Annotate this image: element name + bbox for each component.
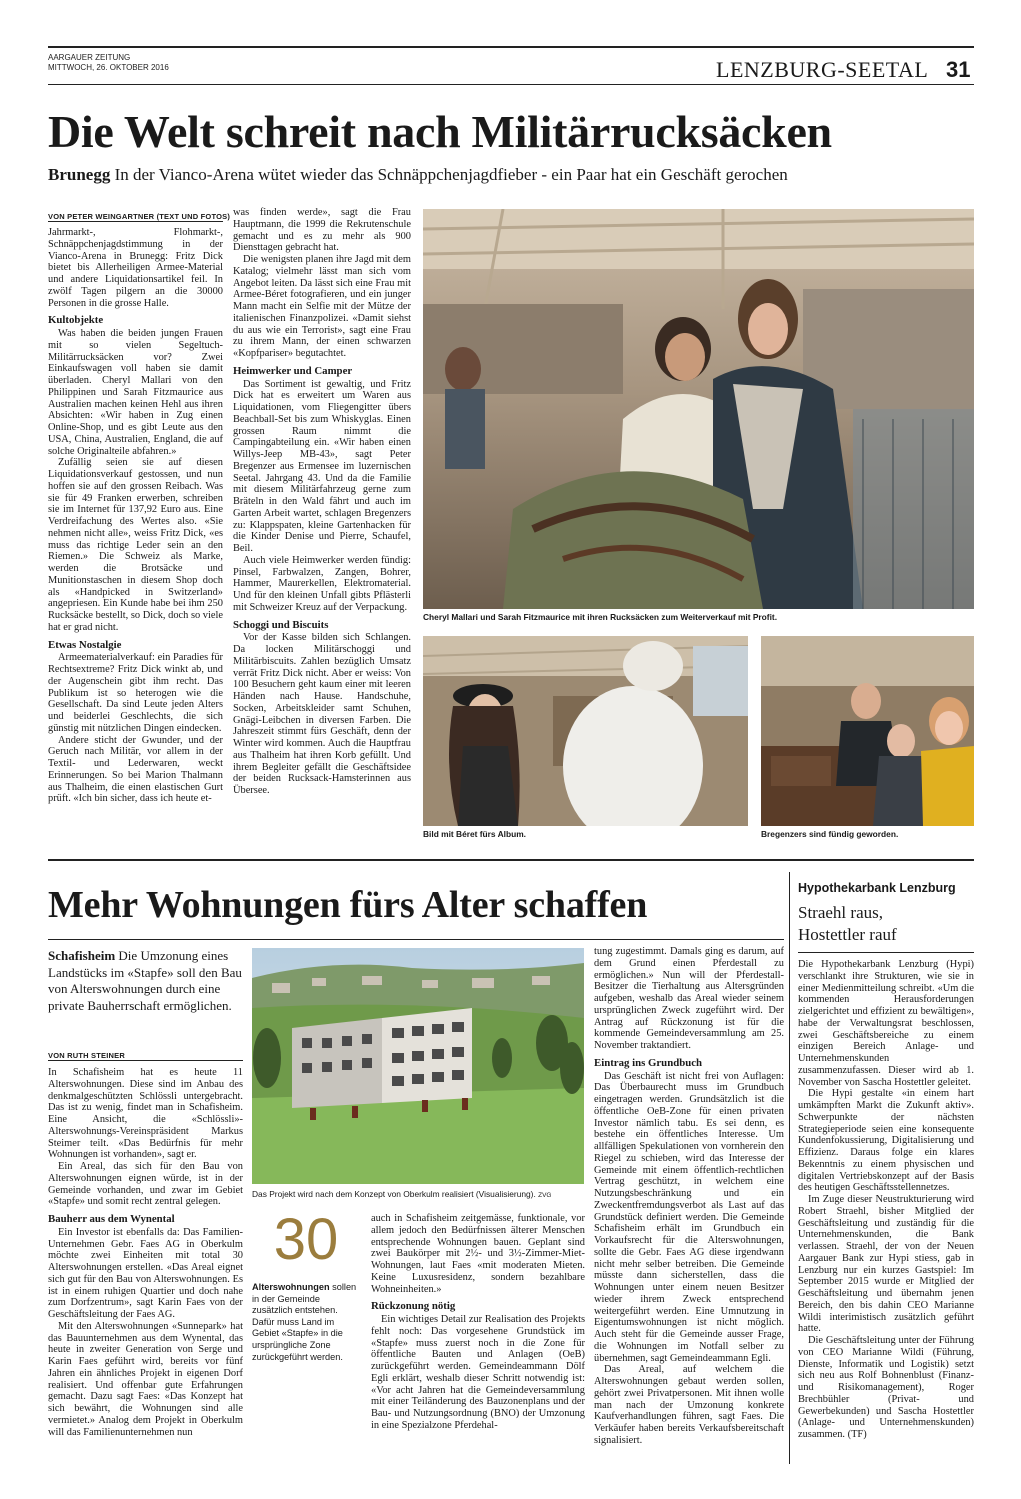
article1-paragraph: Das Sortiment ist gewaltig, und Fritz Dick hat es erweitert um Waren aus Liquidationen, vom Fliegengitter übers Beachball-Set bis zum Whiskyglas. Einen grossen Raum nimmt die Campingabteilung ein. «Wir haben einen Willys-Jeep MB-43», sagt Peter Bregenzer aus Ermensee im luzernischen Seetal. Jahrgang 43. Und da die Familie mit diesem Militärfahrzeug gerne zum Bräteln in den Wald fährt und auch im Garten Arbeit wartet, schlagen Bregenzers zu: Klappspaten, kleine Gartenhacken für die Kinder Denise und Pierre, Schaufel, Beil.: [233, 378, 411, 554]
byline-article1: VON PETER WEINGARTNER (TEXT UND FOTOS): [48, 212, 231, 221]
article2-paragraph: Ein Investor ist ebenfalls da: Das Familien-Unternehmen Gebr. Faes AG in Oberkulm möchte zwei Einheiten mit total 30 Alterswohnungen erstellen. «Das Areal eignet sich gut für den Bau von Alterswohnungen. Es ist in einem ruhigen Quartier und doch nahe zum Dorfzentrum», sagt Karin Faes von der Geschäftsleitung der Faes AG.: [48, 1226, 243, 1320]
article1-paragraph: Armeematerialverkauf: ein Paradies für Rechtsextreme? Fritz Dick winkt ab, und der Augenschein gibt ihm recht. Das Publikum ist so heterogen wie die Gesellschaft. Da sind Leute jeden Alters und beiderlei Geschlechts, die sich günstig mit nützlichen Dingen eindecken.: [48, 652, 223, 734]
dek2-place: Schafisheim: [48, 948, 116, 963]
factbox-text: [252, 1282, 360, 1363]
photo-family-graphic: [761, 636, 974, 826]
article1-subhead: Schoggi und Biscuits: [233, 618, 329, 631]
sidebar-headline-line2: Hostettler rauf: [798, 925, 897, 944]
photo-women-graphic: [423, 209, 974, 609]
byline2-rule: [48, 1060, 243, 1061]
article1-paragraph: Andere sticht der Gwunder, und der Geruch nach Militär, vor allem in der Textil- und Lederwaren, weckt Erinnerungen. So bei Marion Thalmann aus Thalheim, die einen elastischen Gurt prüft. «Ich bin sicher, dass ich heute et-: [48, 734, 223, 805]
article-separator: [48, 859, 974, 861]
article2-column-3: [594, 946, 784, 1464]
factbox-number: 30: [273, 1207, 339, 1272]
article2-paragraph: In Schafisheim hat es heute 11 Alterswohnungen. Diese sind im Anbau des denkmalgeschützten Schlössli untergebracht. Das ist zu wenig, findet man in Schafisheim. Eine Ansicht, die «Schlössli»-Alterswohnungs-Vereinspräsident Markus Steimer teilt. «Das Bedürfnis für mehr Wohnungen ist vorhanden», sagt er.: [48, 1067, 243, 1161]
photo-visualisation: [252, 948, 584, 1184]
caption-visualisation: [252, 1189, 552, 1199]
dek2-text: Die Umzonung eines Landstücks im «Stapfe» soll den Bau von Alterswohnungen durch eine private Bauherrschaft ermöglichen.: [48, 948, 242, 1013]
sidebar-headline-line1: Straehl raus,: [798, 903, 883, 922]
section-title: LENZBURG-SEETAL: [716, 57, 929, 82]
sidebar-headline: [798, 902, 897, 946]
sidebar-kicker: Hypothekarbank Lenzburg: [798, 881, 956, 895]
article1-paragraph: Zufällig seien sie auf diesen Liquidationsverkauf gestossen, und nun hoffen sie auf den grossen Reibach. Was sie für 49 Franken erwerben, schreiben sie im Internet für 137,92 Euro aus. Eine Verdreifachung des Wertes also. «Sie nehmen nicht alle», weiss Fritz Dick, «es muss das richtige Leder sein an den Riemen.» Die Schweiz als Marke, werden die Brotsäcke und Munitionstaschen in diesem Shop doch als «Handpicked in Switzerland» angepriesen. Ein Kunde habe bei ihm 250 Rucksäcke bestellt, so Dick, doch so viele hat er grad nicht.: [48, 457, 223, 633]
top-rule: [48, 46, 974, 48]
sidebar-rule: [798, 952, 974, 953]
dek-article1: [48, 164, 978, 186]
article2-paragraph: Das Geschäft ist nicht frei von Auflagen: Das Überbaurecht muss im Grundbuch eingetragen werden. Grundsätzlich ist die öffentliche OeB-Zone für einen privaten Investor nämlich tabu. Es sei denn, es bestehe ein öffentliches Interesse. Um allfälligen Spekulationen von vornherein den Riegel zu schieben, wird das Interesse der Gemeinde mit einem öffentlich-rechtlichen Vertrag geschützt, in welchem eine Nutzungsbeschränkung und ein Zweckentfremdungsverbot als Last auf das Grundstück definiert werden. Die Gemeinde Schafisheim erhält im Grundbuch ein Vorkaufsrecht für die Alterswohnungen, sollte die Gebr. Faes AG diese irgendwann nicht mehr selber betreiben. Die Gemeinde müsste dann sicherstellen, dass die Wohnungen unter einem neuen Besitzer wieder ihrem Zweck entsprechend weitergeführt werden. Eine Umnutzung in Eigentumswohnungen ist nicht möglich. Auch steht für die Gemeinde ausser Frage, die Wohnungen im Notfall selber zu übernehmen, sagt Gemeindeammann Egli.: [594, 1070, 784, 1364]
article1-subhead: Etwas Nostalgie: [48, 638, 122, 651]
caption-visualisation-text: Das Projekt wird nach dem Konzept von Oberkulm realisiert (Visualisierung).: [252, 1189, 536, 1199]
article1-paragraph: Was haben die beiden jungen Frauen mit so vielen Segeltuch-Militärrucksäcken vor? Zwei Einkaufswagen voll haben sie damit überladen. Cheryl Mallari von den Philippinen und Sarah Fitzmaurice aus Australien machen keinen Hehl aus ihren Absichten: «Wir haben in Zug einen Online-Shop, und es gibt Leute aus den USA, China, Australien, England, die auf solche Originalteile abfahren.»: [48, 328, 223, 457]
photo-beret-album: [423, 636, 748, 826]
caption-main-photo: Cheryl Mallari und Sarah Fitzmaurice mit ihren Rucksäcken zum Weiterverkauf mit Profit.: [423, 612, 778, 622]
article1-subhead: Heimwerker und Camper: [233, 364, 353, 377]
article1-column-1: [48, 227, 223, 845]
caption-credit: ZVG: [538, 1192, 552, 1199]
dek-article2: [48, 948, 243, 1014]
article2-column-2: [371, 1213, 585, 1464]
page-number: 31: [946, 57, 971, 82]
article2-paragraph: tung zugestimmt. Damals ging es darum, auf dem Grund einen Pferdestall zu ermöglichen.» Nun will der Pferdestall-Besitzer die Tierhaltung aus Altersgründen aufgeben, weshalb das Areal wieder seinem ursprünglichen Zweck zugeführt wird. Der Antrag auf Rückzonung ist für die kommende Gemeindeversammlung am 25. November traktandiert.: [594, 946, 784, 1051]
photo-bregenzer-family: [761, 636, 974, 826]
photo-women-with-backpacks: [423, 209, 974, 609]
headline2-rule: [48, 939, 784, 940]
dek-text: In der Vianco-Arena wütet wieder das Schnäppchenjagdfieber - ein Paar hat ein Geschäft gerochen: [114, 165, 788, 184]
article1-paragraph: Vor der Kasse bilden sich Schlangen. Da locken Militärschoggi und Militärbiscuits. Zahlen bezüglich Umsatz verrät Fritz Dick nicht. Aber er weiss: Von 100 Besuchern geht kaum einer mit leeren Händen nach Hause. Handschuhe, Socken, Arbeitskleider samt Schuhen, Gnägi-Leibchen in diversen Farben. Die Jahreszeit stimmt fürs Geschäft, denn der Winter wird kommen. Auch die Hauptfrau aus Thalheim hat ihren Korb gefüllt. Und ihrem Begleiter gefällt die Geschäftsidee der beiden Rucksack-Hamsterinnen aus Übersee.: [233, 632, 411, 796]
headline-article2: Mehr Wohnungen fürs Alter schaffen: [48, 884, 648, 926]
paper-name: AARGAUER ZEITUNG: [48, 53, 131, 62]
byline-article2: VON RUTH STEINER: [48, 1051, 125, 1060]
article1-paragraph: Jahrmarkt-, Flohmarkt-, Schnäppchenjagdstimmung in der Vianco-Arena in Brunegg: Fritz Dick bietet bis Allerheiligen Armee-Material und andere Liquidationsartikel feil. In zwölf Tagen pilgern an die 30000 Personen in die grosse Halle.: [48, 227, 223, 309]
article2-paragraph: Mit den Alterswohnungen «Sunnepark» hat das Bauunternehmen aus dem Wynental, das heute in zweiter Generation von Serge und Karin Faes geführt wird, bereits vor fünf Jahren ein ähnliches Projekt in eigenen Dorf realisiert. Und offenbar gute Erfahrungen gemacht. Dazu sagt Faes: «Das Konzept hat sich bewährt, die Wohnungen sind alle vermietet.» Analog dem Projekt in Oberkulm will das Familienunternehmen nun: [48, 1320, 243, 1438]
article3-paragraph: Die Hypothekarbank Lenzburg (Hypi) verschlankt ihre Strukturen, wie sie in einer Medienmitteilung schreibt. «Um die kommenden Herausforderungen zielgerichtet und effizient zu bewältigen», habe der Verwaltungsrat beschlossen, zwei Geschäftsbereiche zu einem einzigen Bereich Anlage- und Unternehmenskunden zusammenzufassen. Dieser wird ab 1. November von Sascha Hostettler geleitet.: [798, 959, 974, 1088]
byline-rule: [48, 221, 223, 222]
article1-paragraph: was finden werde», sagt die Frau Hauptmann, die 1999 die Rekrutenschule gemacht und es zu mehr als 900 Diensttagen gebracht hat.: [233, 207, 411, 254]
photo-beret-graphic: [423, 636, 748, 826]
article1-paragraph: Die wenigsten planen ihre Jagd mit dem Katalog; vielmehr lässt man sich vom Angebot leiten. Da lässt sich eine Frau mit Armee-Béret fotografieren, und ein junger Mann macht ein Selfie mit der Mütze der italienischen Finanzpolizei. «Damit siehst du aus wie ein Terrorist», sagt eine Frau zu ihrem Mann, der einen schwarzen «Kopfpariser» begutachtet.: [233, 254, 411, 359]
article1-column-2: [233, 207, 411, 845]
article2-paragraph: Das Areal, auf welchem die Alterswohnungen gebaut werden sollen, gehört zwei Privatpersonen. Mit ihnen wolle man nach der Umzonung konkrete Kaufverhandlungen führen, sagt Faes. Die Verkäufer haben bereits Verkaufsbereitschaft signalisiert.: [594, 1364, 784, 1446]
article3-paragraph: Die Hypi gestalte «in einem hart umkämpften Markt die Zukunft aktiv». Schwerpunkte der nächsten Strategieperiode seien eine konsequente Kundenfokussierung, Digitalisierung und Effizienz. Daraus folge ein klares Bekenntnis zu einem physischen und digitalen Vertriebskonzept auf der Basis des heutigen Geschäftsstellennetzes.: [798, 1088, 974, 1194]
issue-date: MITTWOCH, 26. OKTOBER 2016: [48, 63, 169, 72]
dek-place: Brunegg: [48, 165, 111, 184]
article3-paragraph: Die Geschäftsleitung unter der Führung von CEO Marianne Wildi (Führung, Dienste, Informatik und Logistik) setzt sich neu aus Rolf Bohnenblust (Finanz- und Risikomanagement), Roger Brechbühler (Privat- und Gewerbekunden) und Sascha Hostettler (Anlage- und Unternehmenskunden) zusammen. (TF): [798, 1335, 974, 1440]
article3-paragraph: Im Zuge dieser Neustrukturierung wird Robert Straehl, bisher Mitglied der Geschäftsleitung und zuständig für die Unternehmenskunden, die Bank verlassen. Straehl, der von der Neuen Aargauer Bank zur Hypi stiess, gab in Lenzburg nur ein kurzes Gastspiel: Im September 2015 wurde er Mitglied der Geschäftsleitung und übernahm jenen Bereich, den bis dahin CEO Marianne Wildi interimistisch zusätzlich geführt hatte.: [798, 1194, 974, 1335]
article2-subhead: Rückzonung nötig: [371, 1300, 456, 1313]
article2-paragraph: Ein Areal, das sich für den Bau von Alterswohnungen eignen würde, ist in der Gemeinde vorhanden, und zwar im Gebiet «Stapfe» und somit recht zentral gelegen.: [48, 1161, 243, 1208]
sidebar-divider: [789, 872, 790, 1464]
article2-paragraph: auch in Schafisheim zeitgemässe, funktionale, vor allem jedoch den Bedürfnissen älterer Menschen entsprechende Wohnungen bauen. Geplant sind zwei Baukörper mit 2½- und 3½-Zimmer-Miet-Wohnungen, laut Faes «mit moderaten Mieten. Keine Luxusresidenz, sondern bezahlbare Wohneinheiten.»: [371, 1213, 585, 1295]
article2-subhead: Eintrag ins Grundbuch: [594, 1056, 703, 1069]
article2-column-1: [48, 1067, 243, 1464]
article1-paragraph: Auch viele Heimwerker werden fündig: Pinsel, Farbwalzen, Zangen, Bohrer, Hammer, Maurerkellen, Elektromaterial. Und für den kleinen Unfall gibts Pflästerli mit Schweizer Kreuz auf der Verpackung.: [233, 554, 411, 613]
sidebar-body: [798, 959, 974, 1464]
caption-right-photo: Bregenzers sind fündig geworden.: [761, 829, 899, 839]
headline-article1: Die Welt schreit nach Militärrucksäcken: [48, 106, 832, 157]
article2-subhead: Bauherr aus dem Wynental: [48, 1213, 175, 1225]
article2-paragraph: Ein wichtiges Detail zur Realisation des Projekts fehlt noch: Das vorgesehene Grundstück im «Stapfe» muss zuerst noch in die Zone für öffentliche Bauten und Anlagen (OeB) zurückgeführt werden. Gemeindeammann Dölf Egli erklärt, weshalb dieser Schritt notwendig ist: «Vor acht Jahren hat die Gemeindeversammlung mit einer Teiländerung des Bauzonenplans und der Bau- und Nutzungsordnung (BNO) der Umzonung in eine Spezialzone Pferdehal-: [371, 1314, 585, 1431]
photo-visualisation-graphic: [252, 948, 584, 1184]
caption-left-photo: Bild mit Béret fürs Album.: [423, 829, 526, 839]
factbox-body: sollen in der Gemeinde zusätzlich entstehen. Dafür muss Land im Gebiet «Stapfe» in die ursprüngliche Zone zurückgeführt werden.: [252, 1282, 357, 1362]
article1-subhead: Kultobjekte: [48, 314, 104, 327]
masthead-rule: [48, 84, 974, 85]
factbox-bold: Alterswohnungen: [252, 1282, 330, 1292]
